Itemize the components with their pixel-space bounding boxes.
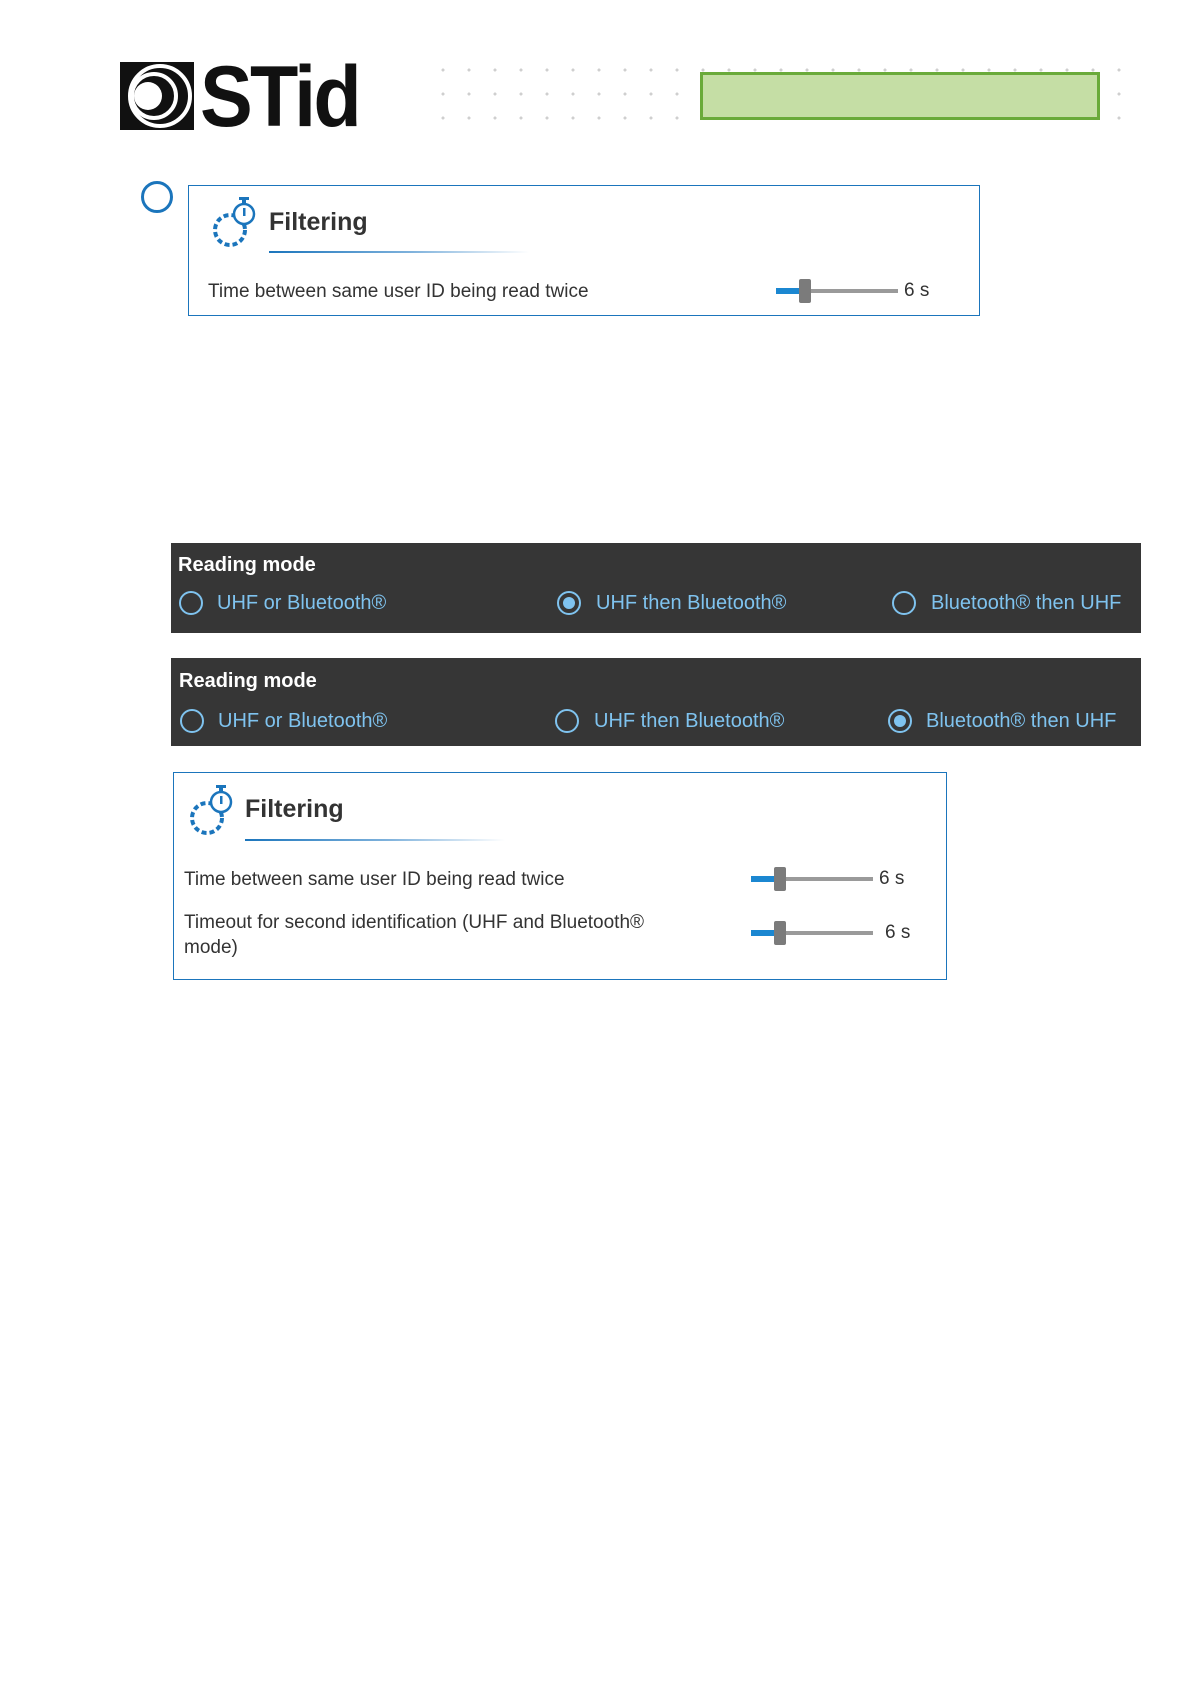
slider-thumb[interactable] bbox=[799, 279, 811, 303]
read-twice-slider[interactable] bbox=[751, 867, 873, 891]
reading-mode-bar bbox=[171, 658, 1141, 746]
row-label-read-twice: Time between same user ID being read twice bbox=[208, 281, 589, 302]
reading-mode-title: Reading mode bbox=[178, 554, 316, 576]
radio-label[interactable]: UHF then Bluetooth® bbox=[594, 710, 785, 732]
highlight-banner bbox=[700, 72, 1100, 120]
radio-uhf-or-bluetooth[interactable] bbox=[180, 709, 204, 733]
row-label-second-identification-timeout: Timeout for second identification (UHF and Bluetooth® mode) bbox=[184, 912, 645, 958]
radio-uhf-or-bluetooth[interactable] bbox=[179, 591, 203, 615]
second-identification-timeout-slider[interactable] bbox=[751, 921, 873, 945]
radio-label[interactable]: Bluetooth® then UHF bbox=[931, 592, 1122, 614]
radio-bluetooth-then-uhf[interactable] bbox=[892, 591, 916, 615]
step-marker-circle bbox=[141, 181, 173, 213]
slider-thumb[interactable] bbox=[774, 921, 786, 945]
reading-mode-title: Reading mode bbox=[179, 670, 317, 692]
radio-label[interactable]: UHF or Bluetooth® bbox=[218, 710, 388, 732]
stid-logo bbox=[120, 49, 360, 145]
slider-track bbox=[779, 877, 873, 881]
stid-logo-mark-icon bbox=[120, 60, 200, 132]
title-underline bbox=[245, 839, 505, 841]
slider-value: 6 s bbox=[885, 922, 911, 943]
gear-stopwatch-icon bbox=[183, 784, 243, 836]
slider-value: 6 s bbox=[904, 280, 930, 301]
reading-mode-bar bbox=[171, 543, 1141, 633]
radio-uhf-then-bluetooth[interactable] bbox=[557, 591, 581, 615]
radio-bluetooth-then-uhf[interactable] bbox=[888, 709, 912, 733]
row-label-read-twice: Time between same user ID being read twice bbox=[184, 869, 565, 890]
panel-title: Filtering bbox=[269, 208, 368, 236]
filtering-panel bbox=[188, 185, 980, 316]
logo-wordmark: STid bbox=[200, 49, 359, 145]
slider-track bbox=[779, 931, 873, 935]
title-underline bbox=[269, 251, 529, 253]
filtering-panel bbox=[173, 772, 947, 980]
panel-title: Filtering bbox=[245, 795, 344, 823]
radio-label[interactable]: UHF or Bluetooth® bbox=[217, 592, 387, 614]
slider-value: 6 s bbox=[879, 868, 905, 889]
radio-label[interactable]: Bluetooth® then UHF bbox=[926, 710, 1117, 732]
radio-uhf-then-bluetooth[interactable] bbox=[555, 709, 579, 733]
slider-track bbox=[804, 289, 898, 293]
radio-label[interactable]: UHF then Bluetooth® bbox=[596, 592, 787, 614]
slider-thumb[interactable] bbox=[774, 867, 786, 891]
read-twice-slider[interactable] bbox=[776, 279, 898, 303]
gear-stopwatch-icon bbox=[206, 196, 266, 248]
